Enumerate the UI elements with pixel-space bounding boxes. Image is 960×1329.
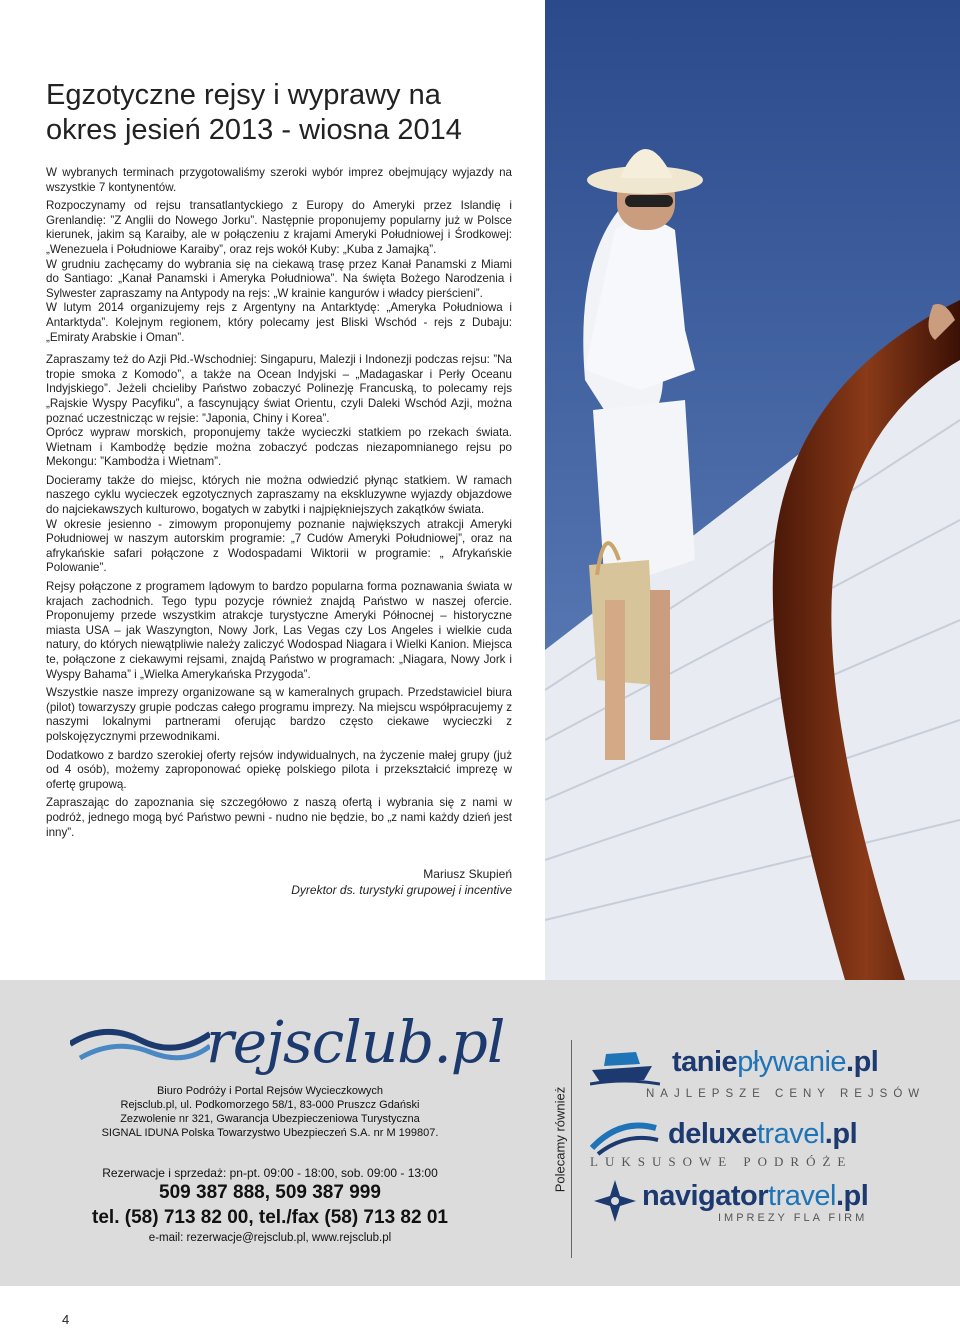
divider — [571, 1040, 572, 1258]
brand-taniepływanie[interactable] — [590, 1042, 926, 1102]
signature-role: Dyrektor ds. turystyki grupowej i incentive — [291, 883, 512, 897]
ship-icon — [590, 1044, 660, 1088]
paragraph: Rejsy połączone z programem lądowym to bardzo popularna forma poznawania świata w krajach zachodnich. Tego typu pozycje również znajdą Państwo w naszej ofercie. Proponujemy przede wszystkim atrakcje turystyczne Ameryki Północnej – historyczne miasta USA – jak Waszyngton, Nowy Jork, Las Vegas czy Los Angeles i wielkie cuda natury, do których niewątpliwie należy zaliczyć Wodospad Niagara i Wielki Kanion. Miejsca te, połączone z ciekawymi rejsami, znajdą Państwo w programach: „Niagara, Nowy Jork i Wyspy Bahama” i „Wielka Amerykańska Przygoda”. — [46, 580, 512, 681]
cruise-photo-image — [545, 0, 960, 980]
phone-numbers: 509 387 888, 509 387 999 — [159, 1182, 381, 1203]
paragraph: Zapraszamy też do Azji Płd.-Wschodniej: Singapuru, Malezji i Indonezji podczas rejsu: ”Na tropie smoka z Komodo”, a także na Ocean Indyjski – „Madagaskar i Perły Oceanu Indyjskiego”. Jeżeli chcieliby Państwo zobaczyć Polinezję Francuską, to polecamy rejs „Rajskie Wyspy Pacyfiku”, a fascynujący świat Orientu, czyli Daleki Wschód Azji, można poznać uczestnicząc w rejsie: ”Japonia, Chiny i Korea”. — [46, 353, 512, 425]
paragraph: Wszystkie nasze imprezy organizowane są w kameralnych grupach. Przedstawiciel biura (pilot) towarzyszy grupie podczas całego programu imprezy. Na miejscu współpracujemy z naszymi lokalnymi partnerami oferując bardzo często ciekawe wycieczki z polskojęzycznymi przewodnikami. — [46, 686, 512, 743]
brand-tagline: NAJLEPSZE CENY REJSÓW — [646, 1088, 926, 1100]
rejsclub-wordmark: rejsclub.pl — [206, 1008, 505, 1076]
paragraph: W grudniu zachęcamy do wybrania się na ciekawą trasę przez Kanał Panamski z Miami do Santiago: „Kanał Panamski i Ameryka Południowa”. Na święta Bożego Narodzenia i Sylwester zapraszamy na Antypody na rejs: „W krainie kangurów i władcy pierścieni”. — [46, 257, 512, 300]
brand-deluxetravel[interactable] — [590, 1114, 890, 1174]
paragraph: W wybranych terminach przygotowaliśmy szeroki wybór imprez obejmujący wyjazdy na wszystkie 7 kontynentów. — [46, 166, 512, 194]
title-line-2: okres jesień 2013 - wiosna 2014 — [46, 114, 462, 146]
page-title — [46, 78, 546, 148]
brand-tagline: LUKSUSOWE PODRÓŻE — [590, 1154, 853, 1169]
paragraph: Oprócz wypraw morskich, proponujemy także wycieczki statkiem po rzekach świata. Wietnam i Kambodżę będzie można zobaczyć podczas niezapomnianego rejsu po Mekongu: ”Kambodża i Wietnam”. — [46, 426, 512, 469]
brand-name — [642, 1180, 868, 1213]
brand-tagline: IMPREZY FLA FIRM — [718, 1212, 868, 1224]
rejsclub-logo[interactable] — [70, 1008, 505, 1078]
paragraph: Dodatkowo z bardzo szerokiej oferty rejsów indywidualnych, na życzenie małej grupy (już od 4 osób), możemy zaproponować opiekę polskiego pilota i przekształcić imprezę w ofertę grupową. — [46, 748, 512, 791]
recommend-label — [552, 1080, 566, 1200]
brand-name-part: .pl — [846, 1046, 879, 1078]
recommend-text: Polecamy również — [552, 1086, 568, 1193]
brand-name-part: travel — [768, 1180, 836, 1212]
article-body — [46, 166, 512, 844]
compass-icon — [592, 1178, 638, 1224]
brand-name-part: .pl — [824, 1118, 858, 1150]
company-line: Rejsclub.pl, ul. Podkomorzego 58/1, 83-000 Pruszcz Gdański — [120, 1099, 420, 1111]
tel-fax: tel. (58) 713 82 00, tel./fax (58) 713 82 01 — [92, 1207, 448, 1228]
brand-name-part: .pl — [835, 1180, 869, 1212]
paragraph: W lutym 2014 organizujemy rejs z Argentyny na Antarktydę: „Ameryka Południowa i Antarktyda”. Kolejnym regionem, który polecamy jest Bliski Wschód - rejs z Dubaju: „Emiraty Arabskie i Oman”. — [46, 301, 512, 344]
company-contact — [60, 1084, 480, 1244]
brand-name — [672, 1046, 878, 1079]
company-line: Biuro Podróży i Portal Rejsów Wycieczkowych — [156, 1085, 384, 1097]
email-line[interactable]: e-mail: rezerwacje@rejsclub.pl, www.rejsclub.pl — [148, 1232, 392, 1244]
brand-name-part: navigator — [642, 1180, 769, 1212]
cruise-photo — [545, 0, 960, 980]
brand-name-part: tanie — [672, 1046, 738, 1078]
paragraph: W okresie jesienno - zimowym proponujemy poznanie największych atrakcji Ameryki Południowej w naszym autorskim programie: „7 Cudów Ameryki Południowej”, oraz na afrykańskie safari połączone z Wodospadami Wiktorii w programie: „ Afrykańskie Polowanie”. — [46, 517, 512, 575]
signature-name: Mariusz Skupień — [423, 867, 512, 881]
paragraph: Zapraszając do zapoznania się szczegółowo z naszą ofertą i wybrania się z nami w podróż, jednego mogą być Państwo pewni - nudno nie będzie, bo „z nami każdy dzień jest inny”. — [46, 796, 512, 839]
opening-hours: Rezerwacje i sprzedaż: pn-pt. 09:00 - 18:00, sob. 09:00 - 13:00 — [102, 1166, 438, 1180]
company-line: Zezwolenie nr 321, Gwarancja Ubezpieczeniowa Turystyczna — [120, 1113, 420, 1125]
company-line: SIGNAL IDUNA Polska Towarzystwo Ubezpieczeń S.A. nr M 199807. — [101, 1127, 439, 1139]
signature — [260, 866, 512, 898]
brand-name-part: travel — [756, 1118, 825, 1150]
page-number: 4 — [62, 1312, 70, 1327]
title-line-1: Egzotyczne rejsy i wyprawy na — [46, 79, 441, 111]
brand-name-part: pływanie — [737, 1046, 847, 1078]
paragraph: Docieramy także do miejsc, których nie można odwiedzić płynąc statkiem. W ramach naszego cyklu wycieczek egzotycznych zapraszamy na ekskluzywne wyjazdy objazdowe do najciekawszych kulturowo, bogatych w zabytki i najpiękniejszych zakątków świata. — [46, 473, 512, 517]
paragraph: Rozpoczynamy od rejsu transatlantyckiego z Europy do Ameryki przez Islandię i Grenlandię: ”Z Anglii do Nowego Jorku”. Następnie proponujemy popularny już w Polsce kierunek, jakim są Karaiby, ale w połączeniu z krajami Ameryki Południowej i Środkowej: „Wenezuela i Południowe Karaiby”, oraz rejs wokół Kuby: „Kuba z Jamajką”. — [46, 199, 512, 256]
brand-navigatortravel[interactable] — [590, 1178, 890, 1228]
wave-icon — [70, 1012, 210, 1068]
brand-name-part: deluxe — [668, 1118, 757, 1150]
brand-name — [668, 1118, 857, 1151]
swoosh-icon — [590, 1118, 660, 1158]
